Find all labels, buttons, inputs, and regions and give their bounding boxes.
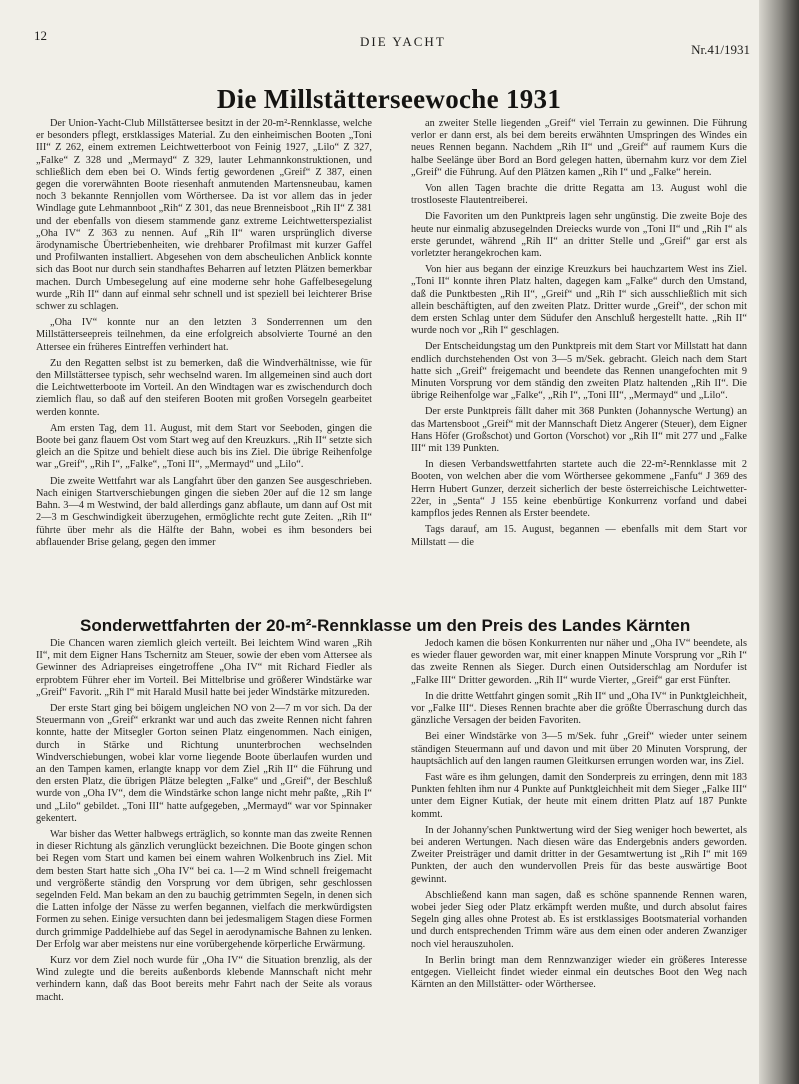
paragraph: Fast wäre es ihm gelungen, damit den Sonderpreis zu erringen, denn mit 183 Punkten fehlten ihm nur 4 Punkte auf Punktgleichheit mit dem Sieger „Falke III“ unter dem Eigner Kutiak, der heute mit einem dritten Platz auf 187 Punkte kommt.: [411, 772, 747, 820]
paragraph: Der erste Punktpreis fällt daher mit 368 Punkten (Johannysche Wertung) an das Martensboot „Greif“ mit der Mannschaft Dietz Angerer (Steuer), dem Eigner Hans Höfer (Großschot) und Gorton (Vorschot) vor „Rih II“ mit 277 und „Falke III“ mit 139 Punkten.: [411, 406, 747, 455]
section2-right-column: [411, 638, 747, 1048]
article-title: Die Millstätterseewoche 1931: [216, 84, 562, 114]
paragraph: Zu den Regatten selbst ist zu bemerken, daß die Windverhältnisse, wie für den Millstättersee typisch, sehr wechselnd waren. Im allgemeinen sind auch dort die Leichtwetterboote im Vorteil. An den Windtagen war es zwischendurch doch ziemlich flau, so daß auf den steiferen Booten mit großen Vorsegeln gearbeitet werden konnte.: [36, 357, 372, 418]
paragraph: Der Union-Yacht-Club Millstättersee besitzt in der 20-m²-Rennklasse, welche er besonders pflegt, erstklassiges Material. Zu den einheimischen Booten „Toni III“ Z 262, einem extremen Leichtwetterboot von Feinig 1927, „Lilo“ Z 327, „Falke“ Z 328 und „Mermayd“ Z 329, lauter Lehmannkonstruktionen, und schließlich dem eben bei O. Winds fertig gewordenen „Greif“ Z 387, einen gegen die vorerwähnten Boote riesenhaft anmutenden Martensneubau, kamen noch 3 bekannte Rennjollen vom Wörthersee. Da ist vor allem das in jeder Windlage gute Lehmannboot „Rih“ Z 301, das neue Brenneisboot „Rih II“ Z 381 und der ebenfalls von diesem stammende ganz extreme Leichtwetterspezialist „Oha IV“ Z 363 zu nennen. Auf „Rih II“ waren ursprünglich diverse ärodynamische Übertriebenheiten, wie drehbarer Profilmast mit kurzer Gaffel und Profilwanten installiert. Abgesehen von dem abscheulichen Anblick konnte sich das Boot nur durch sein standhaftes Beharren auf letzten Plätzen bemerkbar machen. Durch Umbesegelung auf eine moderne sehr hohe Gaffelbesegelung wurde „Rih II“ dann auf einmal sehr schnell und ist speziell bei leichterer Brise schwer zu schlagen.: [36, 118, 372, 313]
paragraph: „Oha IV“ konnte nur an den letzten 3 Sonderrennen um den Millstätterseepreis teilnehmen, da eine erfolgreich absolvierte Tourné an den Attersee ein früheres Eintreffen verhindert hat.: [36, 317, 372, 353]
paragraph: Kurz vor dem Ziel noch wurde für „Oha IV“ die Situation brenzlig, als der Wind zulegte und die bereits außenbords klebende Mannschaft nicht mehr verhindern kann, daß das Boot bereits mehr Fahrt nach der Seite als voraus macht.: [36, 955, 372, 1003]
paragraph: Der erste Start ging bei böigem ungleichen NO von 2—7 m vor sich. Da der Steuermann von „Greif“ erkrankt war und auch das zweite Rennen nicht fahren konnte, hatte der Mitsegler Gorton seinen Platz eingenommen. Nach einigen, durch in Stärke und Richtung ununterbrochen wechselnden Windverschiebungen, wobei klar vorne liegende Boote überlaufen wurden und an den Tampen kamen, erlangte knapp vor dem Ziel „Rih II“ die Führung und den ersten Platz, die übrigen Plätze belegten „Falke“ und „Greif“, der Beschluß wurde von „Oha IV“, dem die Windstärke schon lange nicht mehr paßte, „Rih I“ und „Lilo“ gebildet. „Toni III“ hatte aufgegeben, „Mermayd“ war vor Spinnaker gekentert.: [36, 703, 372, 824]
paragraph: Bei einer Windstärke von 3—5 m/Sek. fuhr „Greif“ wieder unter seinem ständigen Steuermann auf und davon und mit über 20 Minuten Vorsprung, der hauptsächlich auf den langen raumen Gleitkursen errungen worden war, ins Ziel.: [411, 731, 747, 767]
paragraph: In Berlin bringt man dem Rennzwanziger wieder ein größeres Interesse entgegen. Vielleicht findet wieder einmal ein deutsches Boot den Weg nach Kärnten an den Millstätter- oder Wörthersee.: [411, 954, 747, 991]
page-binding-shadow: [759, 0, 799, 1084]
paragraph: In die dritte Wettfahrt gingen somit „Rih II“ und „Oha IV“ in Punktgleichheit, vor „Falke III“. Dieses Rennen brachte aber die größte Überraschung durch das gänzliche Versagen der beiden Favoriten.: [411, 690, 747, 727]
issue-number: Nr.41/1931: [691, 42, 750, 57]
paragraph: In diesen Verbandswettfahrten startete auch die 22-m²-Rennklasse mit 2 Booten, von welchen aber die vom Wörthersee gekommene „Fanfu“ J 369 des Herrn Hubert Gunzer, derzeit sicherlich der beste österreichische Leichtwetter-22er, in „Senta“ J 155 keine ebenbürtige Konkurrenz vorfand und dabei kampflos jedes Rennen als Erster beendete.: [411, 459, 747, 520]
paragraph: Jedoch kamen die bösen Konkurrenten nur näher und „Oha IV“ beendete, als es wieder flauer geworden war, mit einer knappen Minute Vorsprung vor „Rih I“ das zweite Rennen als Sieger. Durch einen Outsiderschlag am Nordufer ist „Falke III“ Dritter geworden. „Rih II“ wurde Vierter, „Greif“ gar erst Fünfter.: [411, 638, 747, 686]
paragraph: Die zweite Wettfahrt war als Langfahrt über den ganzen See ausgeschrieben. Nach einigen Startverschiebungen gingen die sieben 20er auf die 12 sm lange Bahn. 3—4 m Westwind, der bald allerdings ganz abflaute, um dann auf Ost mit 2—3 m Geschwindigkeit überzugehen, ermöglichte recht gute Zeiten. „Rih II“ führte über mehr als die Hälfte der Bahn, wobei es ihm besonders bei abflauender Brise gelang, gegen den immer: [36, 475, 372, 548]
page-header: [34, 26, 754, 57]
paragraph: Abschließend kann man sagen, daß es schöne spannende Rennen waren, wobei jeder Sieg oder Platz erkämpft werden mußte, und durch absolut faires Segeln ging alles ohne Protest ab. Es ist erstklassiges Bootsmaterial vorhanden und durch entsprechenden Trimm wäre aus dem einen oder anderen Zwanziger noch viel herauszuholen.: [411, 889, 747, 950]
page-number: 12: [34, 28, 47, 43]
paragraph: Der Entscheidungstag um den Punktpreis mit dem Start vor Millstatt hat dann endlich durchstehenden Ost von 3—5 m/Sek. gebracht. Gleich nach dem Start hatte sich „Greif“ freigemacht und beendete das Rennen unangefochten mit 9 Minuten Vorsprung vor dem ständig den zweiten Platz haltenden „Rih II“. Die übrige Reihenfolge war „Falke“, „Rih I“, „Toni III“, „Mermayd“ und „Lilo“.: [411, 341, 747, 402]
paragraph: Von hier aus begann der einzige Kreuzkurs bei hauchzartem West ins Ziel. „Toni II“ konnte ihren Platz halten, dagegen kam „Falke“ durch den Umstand, daß die Punktbesten „Rih II“, „Greif“ und „Rih I“ sich ausschließlich mit sich allein beschäftigten, auf den zweiten Platz. Dritter wurde „Greif“, der schon mit dem ersten Schlag unter dem Südufer den Anschluß hergestellt hatte. „Rih II“ wurde noch vor „Rih I“ geschlagen.: [411, 264, 747, 337]
paragraph: War bisher das Wetter halbwegs erträglich, so konnte man das zweite Rennen in dieser Richtung als gänzlich verunglückt bezeichnen. Die Boote gingen schon bei Regen vom Start und kamen bei einem wahren Wolkenbruch ins Ziel. Mit dem besten Start hatte sich „Oha IV“ bei ca. 1—2 m Wind schnell freigemacht und vergrößerte ständig den Vorsprung vor dem übrigen, sehr geschlossen segelnden Feld. Man bekam an den zu bauchig getrimmten Segeln, in denen sich die Latten infolge der Nässe zu werfen begannen, vielfach die merkwürdigsten Formen zu sehen. Einige versuchten dann bei jedesmaligem Stagen diese Formen durch grimmige Paddelhiebe auf das Segel in aerodynamische Bahnen zu lenken. Der Erfolg war aber meistens nur eine vorübergehende körperliche Erwärmung.: [36, 829, 372, 950]
paragraph: Die Favoriten um den Punktpreis lagen sehr ungünstig. Die zweite Boje des heute nur einmalig abzusegelnden Dreiecks wurde von „Toni II“ und „Rih I“ als erste gerundet, während „Rih II“ an dritter Stelle und „Greif“ gar erst als vorletzter herangekrochen kam.: [411, 211, 747, 260]
paragraph: Tags darauf, am 15. August, begannen — ebenfalls mit dem Start vor Millstatt — die: [411, 524, 747, 548]
section-heading: Sonderwettfahrten der 20-m²-Rennklasse um den Preis des Landes Kärnten: [80, 616, 691, 635]
paragraph: Am ersten Tag, dem 11. August, mit dem Start vor Seeboden, gingen die Boote bei ganz flauem Ost vom Start weg auf den Kreuzkurs. „Rih II“ setzte sich gleich an die Spitze und behielt diese auch bis ins Ziel. Die übrige Reihenfolge war „Greif“, „Rih I“, „Falke“, „Toni II“, „Mermayd“ und „Lilo“.: [36, 422, 372, 471]
paragraph: Von allen Tagen brachte die dritte Regatta am 13. August wohl die trostloseste Flautentreiberei.: [411, 183, 747, 207]
section1-right-column: [411, 118, 747, 608]
paragraph: Die Chancen waren ziemlich gleich verteilt. Bei leichtem Wind waren „Rih II“, mit dem Eigner Hans Tschernitz am Steuer, sowie der eben vom Attersee als Gewinner des Adriapreises eingetroffene „Oha IV“ mit Richard Fiedler als erprobtem Führer eher im Vorteil. Bei Mittelbrise und größerer Windstärke war „Greif“ Favorit. „Rih I“ mit Harald Musil hatte bei jeder Windstärke mitzureden.: [36, 638, 372, 698]
section2-left-column: [36, 638, 372, 1048]
paragraph: an zweiter Stelle liegenden „Greif“ viel Terrain zu gewinnen. Die Führung verlor er dann erst, als bei dem bereits erwähnten Umspringen des Windes ein neues Rennen begann. Nachdem „Rih II“ und „Greif“ auf raumem Kurs die halbe Seelänge über Bord an Bord gelegen hatten, übernahm kurz vor dem Ziel „Greif“ die Führung. Auf den Plätzen kamen „Rih I“ und „Falke“ herein.: [411, 118, 747, 178]
section1-left-column: [36, 118, 372, 608]
paragraph: In der Johanny'schen Punktwertung wird der Sieg weniger hoch bewertet, als bei anderen Wertungen. Nach diesen wäre das Endergebnis anders geworden. Zweiter Preisträger und damit dritter in der Gesamtwertung ist „Rih I“ mit 169 Punkten, der auch den wundervollen Preis für das beste auswärtige Boot gewinnt.: [411, 824, 747, 885]
journal-name: DIE YACHT: [360, 34, 446, 49]
